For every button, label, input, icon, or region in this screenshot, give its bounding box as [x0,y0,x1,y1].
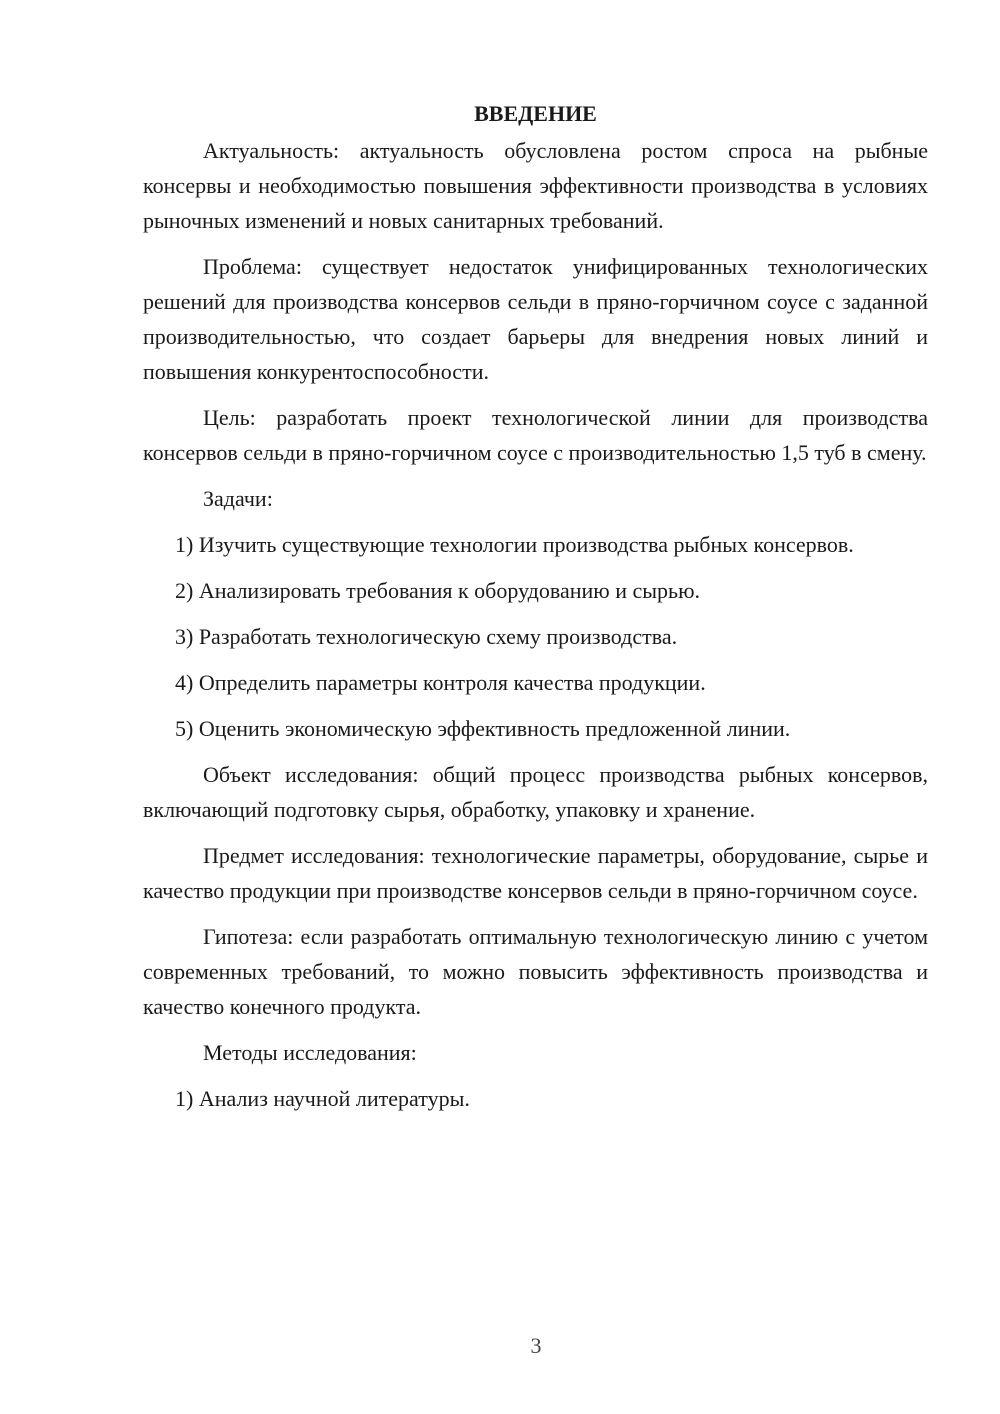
page-number: 3 [530,1333,542,1358]
method-item: 1) Анализ научной литературы. [175,1086,470,1111]
methods-heading: Методы исследования: [203,1040,417,1065]
task-item: 3) Разработать технологическую схему производства. [175,624,678,649]
goal-paragraph: Цель: разработать проект технологической линии для производства консервов сельди в пряно-горчичном соусе с производительностью 1,5 туб в смену. [143,405,928,465]
relevance-paragraph: Актуальность: актуальность обусловлена ростом спроса на рыбные консервы и необходимостью повышения эффективности производства в условиях рыночных изменений и новых санитарных требований. [143,138,928,233]
subject-paragraph: Предмет исследования: технологические параметры, оборудование, сырье и качество продукции при производстве консервов сельди в пряно-горчичном соусе. [143,843,928,903]
hypothesis-paragraph: Гипотеза: если разработать оптимальную технологическую линию с учетом современных требований, то можно повысить эффективность производства и качество конечного продукта. [143,924,928,1019]
page-title: ВВЕДЕНИЕ [474,101,597,126]
tasks-heading: Задачи: [203,486,273,511]
object-paragraph: Объект исследования: общий процесс производства рыбных консервов, включающий подготовку сырья, обработку, упаковку и хранение. [143,762,928,822]
task-item: 5) Оценить экономическую эффективность предложенной линии. [175,716,791,741]
problem-paragraph: Проблема: существует недостаток унифицированных технологических решений для производства консервов сельди в пряно-горчичном соусе с заданной производительностью, что создает барьеры для внедрения новых линий и повышения конкурентоспособности. [143,254,928,384]
task-item: 4) Определить параметры контроля качества продукции. [175,670,706,695]
page-content [143,96,928,1127]
task-item: 2) Анализировать требования к оборудованию и сырью. [175,578,701,603]
task-item: 1) Изучить существующие технологии производства рыбных консервов. [175,532,854,557]
